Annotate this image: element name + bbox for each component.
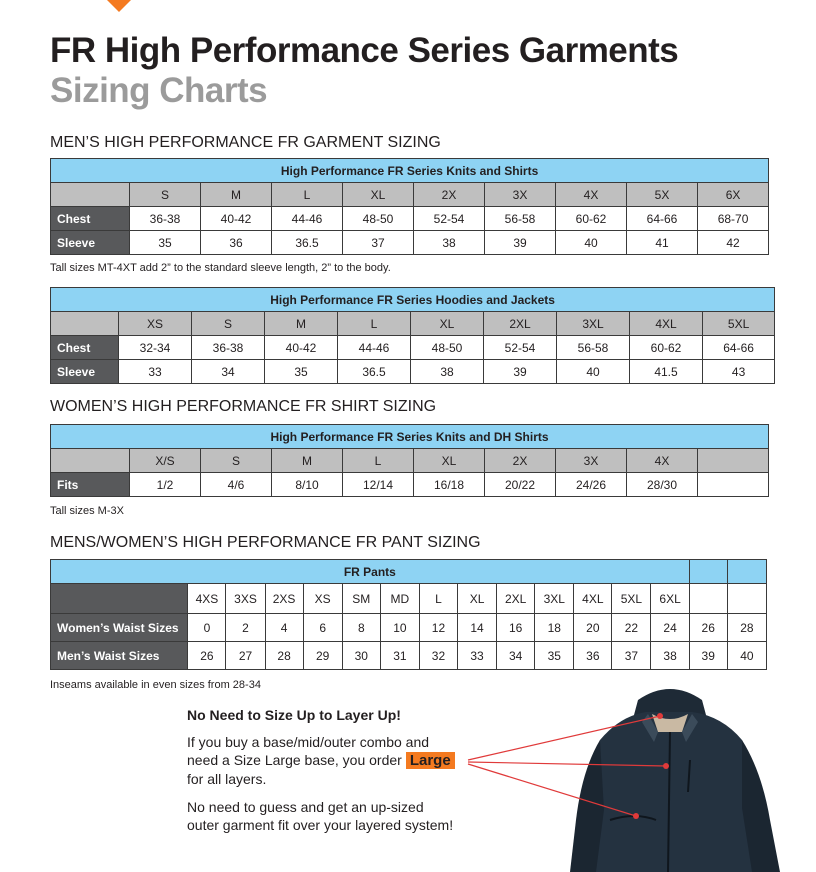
size-row bbox=[51, 584, 767, 614]
men-section-heading: MEN’S HIGH PERFORMANCE FR GARMENT SIZING bbox=[50, 134, 441, 151]
table-cell: 36 bbox=[574, 642, 612, 670]
table-cell: 36-38 bbox=[130, 207, 201, 231]
size-cell: S bbox=[201, 449, 272, 473]
row-label: Men’s Waist Sizes bbox=[51, 642, 188, 670]
table-cell: 35 bbox=[130, 231, 201, 255]
table-cell: 30 bbox=[342, 642, 380, 670]
hoodies-jackets-size-table bbox=[50, 287, 775, 384]
jacket-icon bbox=[560, 680, 816, 872]
table-cell: 40 bbox=[727, 642, 766, 670]
table-cell: 36.5 bbox=[272, 231, 343, 255]
size-cell: 2X bbox=[414, 183, 485, 207]
women-tall-sizes-note: Tall sizes M-3X bbox=[50, 505, 124, 517]
table-cell: 31 bbox=[380, 642, 419, 670]
header-blank-cell bbox=[689, 560, 727, 584]
table-cell: 34 bbox=[497, 642, 535, 670]
table-cell: 26 bbox=[188, 642, 226, 670]
row-label: Chest bbox=[51, 336, 119, 360]
table-cell: 28 bbox=[265, 642, 303, 670]
table-cell: 44-46 bbox=[272, 207, 343, 231]
size-cell: M bbox=[272, 449, 343, 473]
page-title: FR High Performance Series Garments bbox=[50, 31, 679, 70]
table-cell: 33 bbox=[119, 360, 192, 384]
table-cell: 60-62 bbox=[556, 207, 627, 231]
table-cell: 10 bbox=[380, 614, 419, 642]
table-cell: 22 bbox=[612, 614, 651, 642]
table-row bbox=[51, 360, 775, 384]
corner-cell bbox=[51, 449, 130, 473]
size-cell: M bbox=[201, 183, 272, 207]
table-cell: 44-46 bbox=[338, 336, 411, 360]
large-size-badge: Large bbox=[406, 752, 455, 769]
table-cell: 40-42 bbox=[201, 207, 272, 231]
table-cell: 35 bbox=[265, 360, 338, 384]
women-section-heading: WOMEN’S HIGH PERFORMANCE FR SHIRT SIZING bbox=[50, 398, 437, 415]
promo-line: for all layers. bbox=[187, 771, 267, 787]
size-cell: 5X bbox=[627, 183, 698, 207]
knits-shirts-size-table bbox=[50, 158, 769, 255]
table-title: High Performance FR Series Knits and Shirts bbox=[51, 159, 769, 183]
table-cell: 43 bbox=[703, 360, 775, 384]
size-cell bbox=[689, 584, 727, 614]
size-cell: XL bbox=[411, 312, 484, 336]
size-cell: SM bbox=[342, 584, 380, 614]
table-row bbox=[51, 207, 769, 231]
table-row bbox=[51, 473, 769, 497]
table-cell: 4/6 bbox=[201, 473, 272, 497]
table-cell: 35 bbox=[535, 642, 574, 670]
table-cell: 29 bbox=[303, 642, 342, 670]
table-cell: 37 bbox=[343, 231, 414, 255]
table-row bbox=[51, 614, 767, 642]
table-cell bbox=[698, 473, 769, 497]
table-cell: 41.5 bbox=[630, 360, 703, 384]
table-cell: 52-54 bbox=[484, 336, 557, 360]
women-shirts-size-table bbox=[50, 424, 769, 497]
table-cell: 6 bbox=[303, 614, 342, 642]
table-cell: 20/22 bbox=[485, 473, 556, 497]
promo-line: No need to guess and get an up-sized bbox=[187, 799, 424, 815]
table-cell: 8/10 bbox=[272, 473, 343, 497]
size-cell: XL bbox=[458, 584, 497, 614]
size-cell: XS bbox=[119, 312, 192, 336]
table-cell: 42 bbox=[698, 231, 769, 255]
table-cell: 56-58 bbox=[557, 336, 630, 360]
table-cell: 48-50 bbox=[343, 207, 414, 231]
size-cell: 5XL bbox=[703, 312, 775, 336]
row-label: Sleeve bbox=[51, 231, 130, 255]
size-cell: 3XL bbox=[535, 584, 574, 614]
table-cell: 1/2 bbox=[130, 473, 201, 497]
table-cell: 40-42 bbox=[265, 336, 338, 360]
table-cell: 16 bbox=[497, 614, 535, 642]
size-cell: S bbox=[130, 183, 201, 207]
table-cell: 64-66 bbox=[703, 336, 775, 360]
size-row bbox=[51, 312, 775, 336]
table-cell: 60-62 bbox=[630, 336, 703, 360]
size-cell: 3XS bbox=[226, 584, 265, 614]
table-cell: 33 bbox=[458, 642, 497, 670]
table-title: FR Pants bbox=[51, 560, 690, 584]
table-cell: 12/14 bbox=[343, 473, 414, 497]
orange-tab-marker bbox=[107, 0, 131, 12]
promo-line: If you buy a base/mid/outer combo and bbox=[187, 734, 430, 750]
table-title: High Performance FR Series Hoodies and Jackets bbox=[51, 288, 775, 312]
size-cell: 4XL bbox=[630, 312, 703, 336]
corner-cell bbox=[51, 312, 119, 336]
size-cell: L bbox=[272, 183, 343, 207]
table-row bbox=[51, 642, 767, 670]
size-cell: L bbox=[343, 449, 414, 473]
size-cell bbox=[698, 449, 769, 473]
table-cell: 40 bbox=[556, 231, 627, 255]
table-cell: 36.5 bbox=[338, 360, 411, 384]
table-title: High Performance FR Series Knits and DH Shirts bbox=[51, 425, 769, 449]
size-cell: MD bbox=[380, 584, 419, 614]
size-cell bbox=[727, 584, 766, 614]
row-label: Chest bbox=[51, 207, 130, 231]
size-row bbox=[51, 449, 769, 473]
table-cell: 38 bbox=[414, 231, 485, 255]
size-cell: 2X bbox=[485, 449, 556, 473]
promo-line bbox=[187, 752, 455, 769]
inseam-note: Inseams available in even sizes from 28-34 bbox=[50, 679, 261, 691]
table-cell: 38 bbox=[651, 642, 689, 670]
table-cell: 4 bbox=[265, 614, 303, 642]
table-cell: 36-38 bbox=[192, 336, 265, 360]
table-cell: 14 bbox=[458, 614, 497, 642]
corner-cell bbox=[51, 584, 188, 614]
size-cell: X/S bbox=[130, 449, 201, 473]
pants-section-heading: MENS/WOMEN’S HIGH PERFORMANCE FR PANT SIZING bbox=[50, 534, 481, 551]
table-cell: 39 bbox=[484, 360, 557, 384]
table-cell: 64-66 bbox=[627, 207, 698, 231]
table-cell: 24 bbox=[651, 614, 689, 642]
table-cell: 26 bbox=[689, 614, 727, 642]
table-cell: 39 bbox=[485, 231, 556, 255]
size-cell: XL bbox=[343, 183, 414, 207]
table-row bbox=[51, 336, 775, 360]
size-cell: 4X bbox=[627, 449, 698, 473]
size-row bbox=[51, 183, 769, 207]
page-subtitle: Sizing Charts bbox=[50, 71, 268, 110]
promo-text: need a Size Large base, you order bbox=[187, 752, 402, 768]
size-cell: 3X bbox=[485, 183, 556, 207]
row-label: Women’s Waist Sizes bbox=[51, 614, 188, 642]
table-cell: 20 bbox=[574, 614, 612, 642]
size-cell: 3X bbox=[556, 449, 627, 473]
size-cell: 6X bbox=[698, 183, 769, 207]
size-cell: 4XL bbox=[574, 584, 612, 614]
table-row bbox=[51, 231, 769, 255]
size-cell: L bbox=[338, 312, 411, 336]
table-cell: 68-70 bbox=[698, 207, 769, 231]
size-cell: M bbox=[265, 312, 338, 336]
size-cell: XL bbox=[414, 449, 485, 473]
table-cell: 12 bbox=[419, 614, 457, 642]
table-cell: 48-50 bbox=[411, 336, 484, 360]
table-cell: 41 bbox=[627, 231, 698, 255]
size-cell: 3XL bbox=[557, 312, 630, 336]
pants-size-table bbox=[50, 559, 767, 670]
table-cell: 39 bbox=[689, 642, 727, 670]
table-cell: 36 bbox=[201, 231, 272, 255]
table-cell: 56-58 bbox=[485, 207, 556, 231]
size-cell: 2XL bbox=[497, 584, 535, 614]
table-cell: 37 bbox=[612, 642, 651, 670]
corner-cell bbox=[51, 183, 130, 207]
size-cell: 2XS bbox=[265, 584, 303, 614]
table-cell: 38 bbox=[411, 360, 484, 384]
size-cell: L bbox=[419, 584, 457, 614]
table-cell: 28/30 bbox=[627, 473, 698, 497]
table-cell: 40 bbox=[557, 360, 630, 384]
table-cell: 24/26 bbox=[556, 473, 627, 497]
tall-sizes-note: Tall sizes MT-4XT add 2” to the standard sleeve length, 2” to the body. bbox=[50, 262, 391, 274]
table-cell: 18 bbox=[535, 614, 574, 642]
header-blank-cell bbox=[727, 560, 766, 584]
size-cell: 4X bbox=[556, 183, 627, 207]
size-cell: 6XL bbox=[651, 584, 689, 614]
table-cell: 32 bbox=[419, 642, 457, 670]
row-label: Fits bbox=[51, 473, 130, 497]
promo-title: No Need to Size Up to Layer Up! bbox=[187, 707, 401, 723]
size-cell: XS bbox=[303, 584, 342, 614]
table-cell: 8 bbox=[342, 614, 380, 642]
size-cell: 4XS bbox=[188, 584, 226, 614]
size-cell: S bbox=[192, 312, 265, 336]
table-cell: 52-54 bbox=[414, 207, 485, 231]
row-label: Sleeve bbox=[51, 360, 119, 384]
size-cell: 5XL bbox=[612, 584, 651, 614]
table-cell: 2 bbox=[226, 614, 265, 642]
size-cell: 2XL bbox=[484, 312, 557, 336]
table-cell: 28 bbox=[727, 614, 766, 642]
table-cell: 32-34 bbox=[119, 336, 192, 360]
promo-line: outer garment fit over your layered system! bbox=[187, 817, 454, 833]
table-cell: 34 bbox=[192, 360, 265, 384]
table-cell: 0 bbox=[188, 614, 226, 642]
table-cell: 16/18 bbox=[414, 473, 485, 497]
table-cell: 27 bbox=[226, 642, 265, 670]
